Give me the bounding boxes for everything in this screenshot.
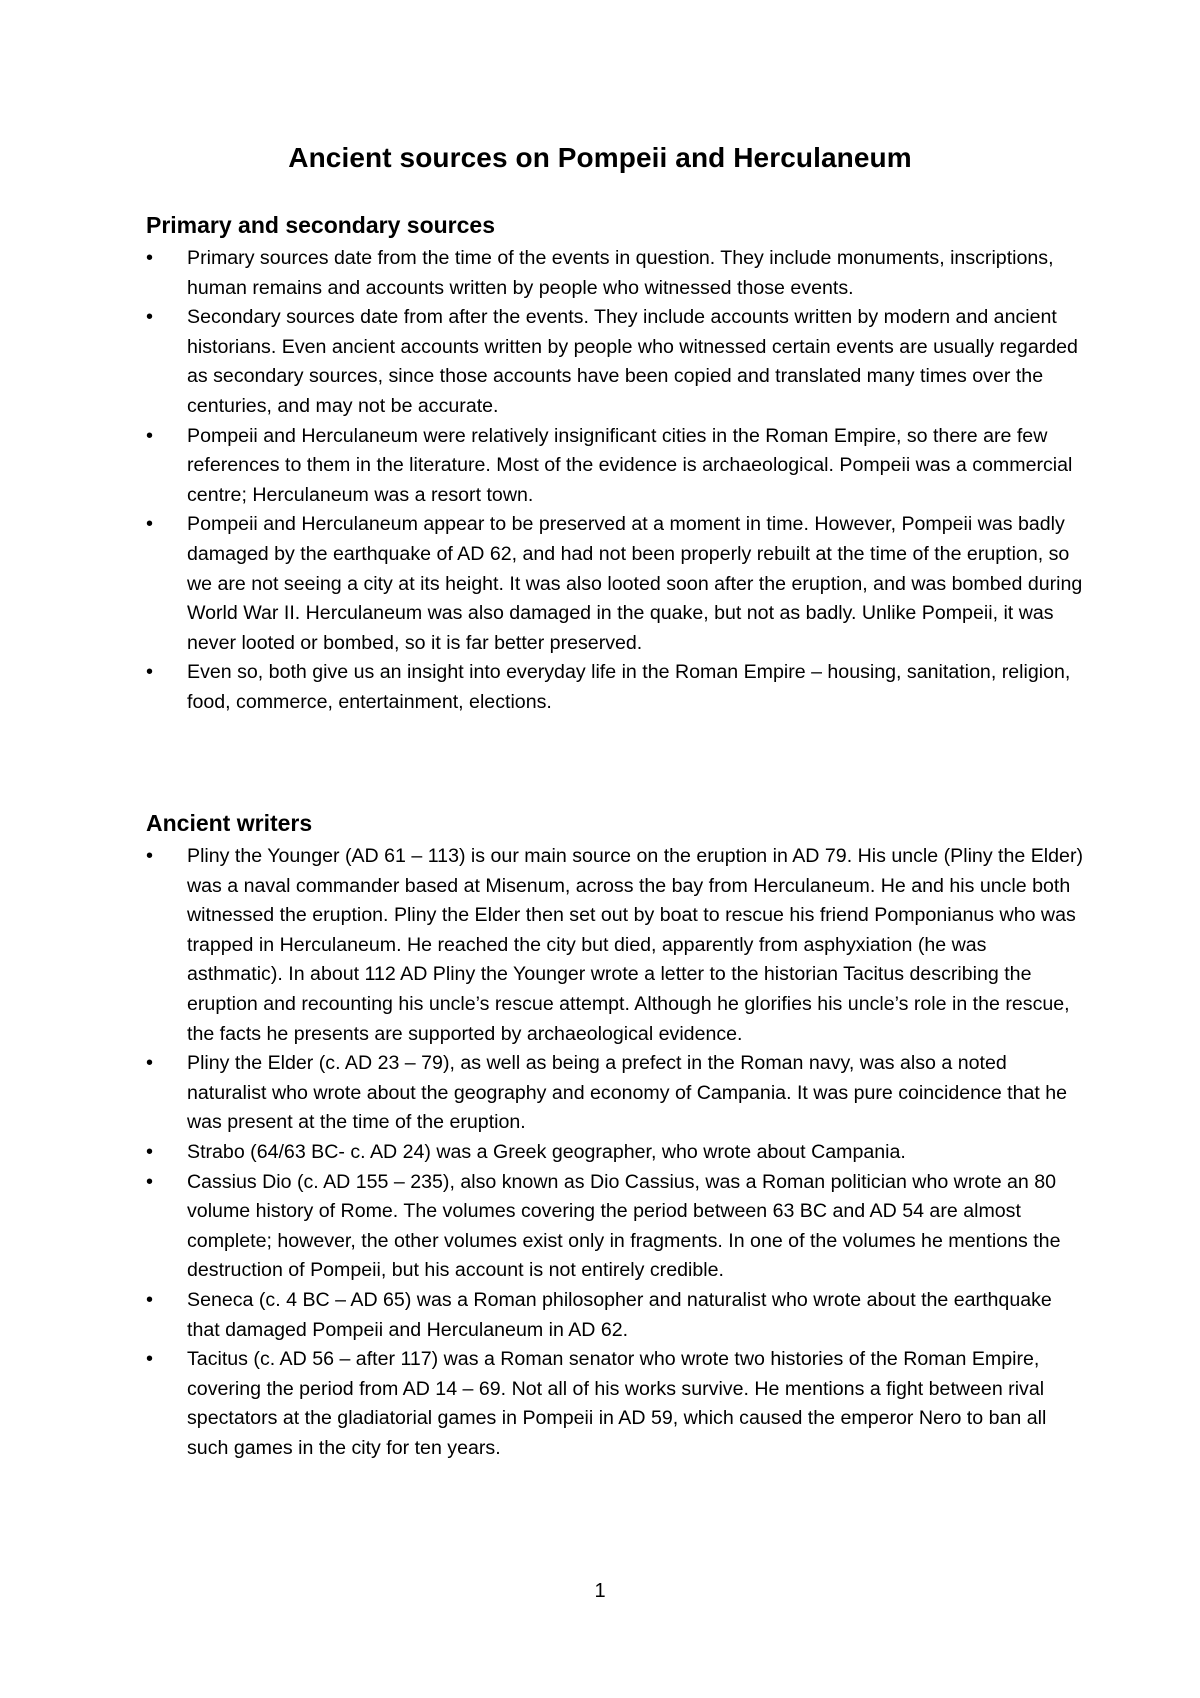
list-item-text: Pliny the Younger (AD 61 – 113) is our main source on the eruption in AD 79. His uncle (Pliny the Elder) was a naval commander based at Misenum, across the bay from Herculaneum. He and his uncle both witnessed the eruption. Pliny the Elder then set out by boat to rescue his friend Pomponianus who was trapped in Herculaneum. He reached the city but died, apparently from asphyxiation (he was asthmatic). In about 112 AD Pliny the Younger wrote a letter to the historian Tacitus describing the eruption and recounting his uncle’s rescue attempt. Although he glorifies his uncle’s role in the rescue, the facts he presents are supported by archaeological evidence. — [187, 845, 1084, 1045]
bullet-icon: • — [146, 424, 154, 447]
list-item-text: Strabo (64/63 BC- c. AD 24) was a Greek geographer, who wrote about Campania. — [187, 1140, 906, 1163]
bullet-list — [146, 244, 1086, 718]
bullet-list — [146, 842, 1086, 1463]
list-item — [146, 510, 1086, 658]
bullet-icon: • — [146, 1140, 154, 1163]
list-item-text: Cassius Dio (c. AD 155 – 235), also known as Dio Cassius, was a Roman politician who wrote an 80 volume history of Rome. The volumes covering the period between 63 BC and AD 54 are almost complete; however, the other volumes exist only in fragments. In one of the volumes he mentions the destruction of Pompeii, but his account is not entirely credible. — [187, 1170, 1061, 1282]
list-item — [146, 1168, 1086, 1286]
page-number: 1 — [594, 1580, 606, 1602]
bullet-icon: • — [146, 845, 154, 867]
bullet-icon: • — [146, 247, 154, 269]
bullet-icon: • — [146, 306, 154, 329]
list-item-text: Pompeii and Herculaneum were relatively insignificant cities in the Roman Empire, so there are few references to them in the literature. Most of the evidence is archaeological. Pompeii was a commercial centre; Herculaneum was a resort town. — [187, 424, 1073, 506]
list-item-text: Seneca (c. 4 BC – AD 65) was a Roman philosopher and naturalist who wrote about the earthquake that damaged Pompeii and Herculaneum in AD 62. — [187, 1288, 1052, 1341]
list-item — [146, 1345, 1086, 1463]
list-item — [146, 658, 1086, 717]
bullet-icon: • — [146, 1288, 154, 1311]
list-item-text: Tacitus (c. AD 56 – after 117) was a Roman senator who wrote two histories of the Roman Empire, covering the period from AD 14 – 69. Not all of his works survive. He mentions a fight between rival spectators at the gladiatorial games in Pompeii in AD 59, which caused the emperor Nero to ban all such games in the city for ten years. — [187, 1348, 1047, 1459]
list-item — [146, 422, 1086, 511]
bullet-icon: • — [146, 1348, 154, 1371]
bullet-icon: • — [146, 513, 154, 536]
list-item — [146, 1049, 1086, 1138]
list-item — [146, 1138, 1086, 1168]
list-item-text: Secondary sources date from after the events. They include accounts written by modern and ancient historians. Even ancient accounts written by people who witnessed certain events are usually regarded as secondary sources, since those accounts have been copied and translated many times over the centuries, and may not be accurate. — [187, 306, 1078, 417]
document-title: Ancient sources on Pompeii and Herculaneum — [288, 142, 912, 173]
bullet-icon: • — [146, 1052, 154, 1075]
section-heading: Primary and secondary sources — [146, 212, 495, 238]
list-item-text: Pompeii and Herculaneum appear to be preserved at a moment in time. However, Pompeii was badly damaged by the earthquake of AD 62, and had not been properly rebuilt at the time of the eruption, so we are not seeing a city at its height. It was also looted soon after the eruption, and was bombed during World War II. Herculaneum was also damaged in the quake, but not as badly. Unlike Pompeii, it was never looted or bombed, so it is far better preserved. — [187, 513, 1083, 654]
list-item — [146, 1286, 1086, 1345]
list-item-text: Even so, both give us an insight into everyday life in the Roman Empire – housing, sanitation, religion, food, commerce, entertainment, elections. — [187, 661, 1071, 713]
section-primary-secondary-sources — [146, 210, 1086, 718]
list-item — [146, 244, 1086, 303]
list-item-text: Pliny the Elder (c. AD 23 – 79), as well as being a prefect in the Roman navy, was also a noted naturalist who wrote about the geography and economy of Campania. It was pure coincidence that he was present at the time of the eruption. — [187, 1052, 1068, 1134]
list-item — [146, 842, 1086, 1049]
section-ancient-writers — [146, 808, 1086, 1463]
list-item-text: Primary sources date from the time of the events in question. They include monuments, inscriptions, human remains and accounts written by people who witnessed those events. — [187, 247, 1054, 299]
bullet-icon: • — [146, 1170, 154, 1193]
section-heading: Ancient writers — [146, 810, 313, 836]
list-item — [146, 303, 1086, 421]
bullet-icon: • — [146, 661, 154, 684]
